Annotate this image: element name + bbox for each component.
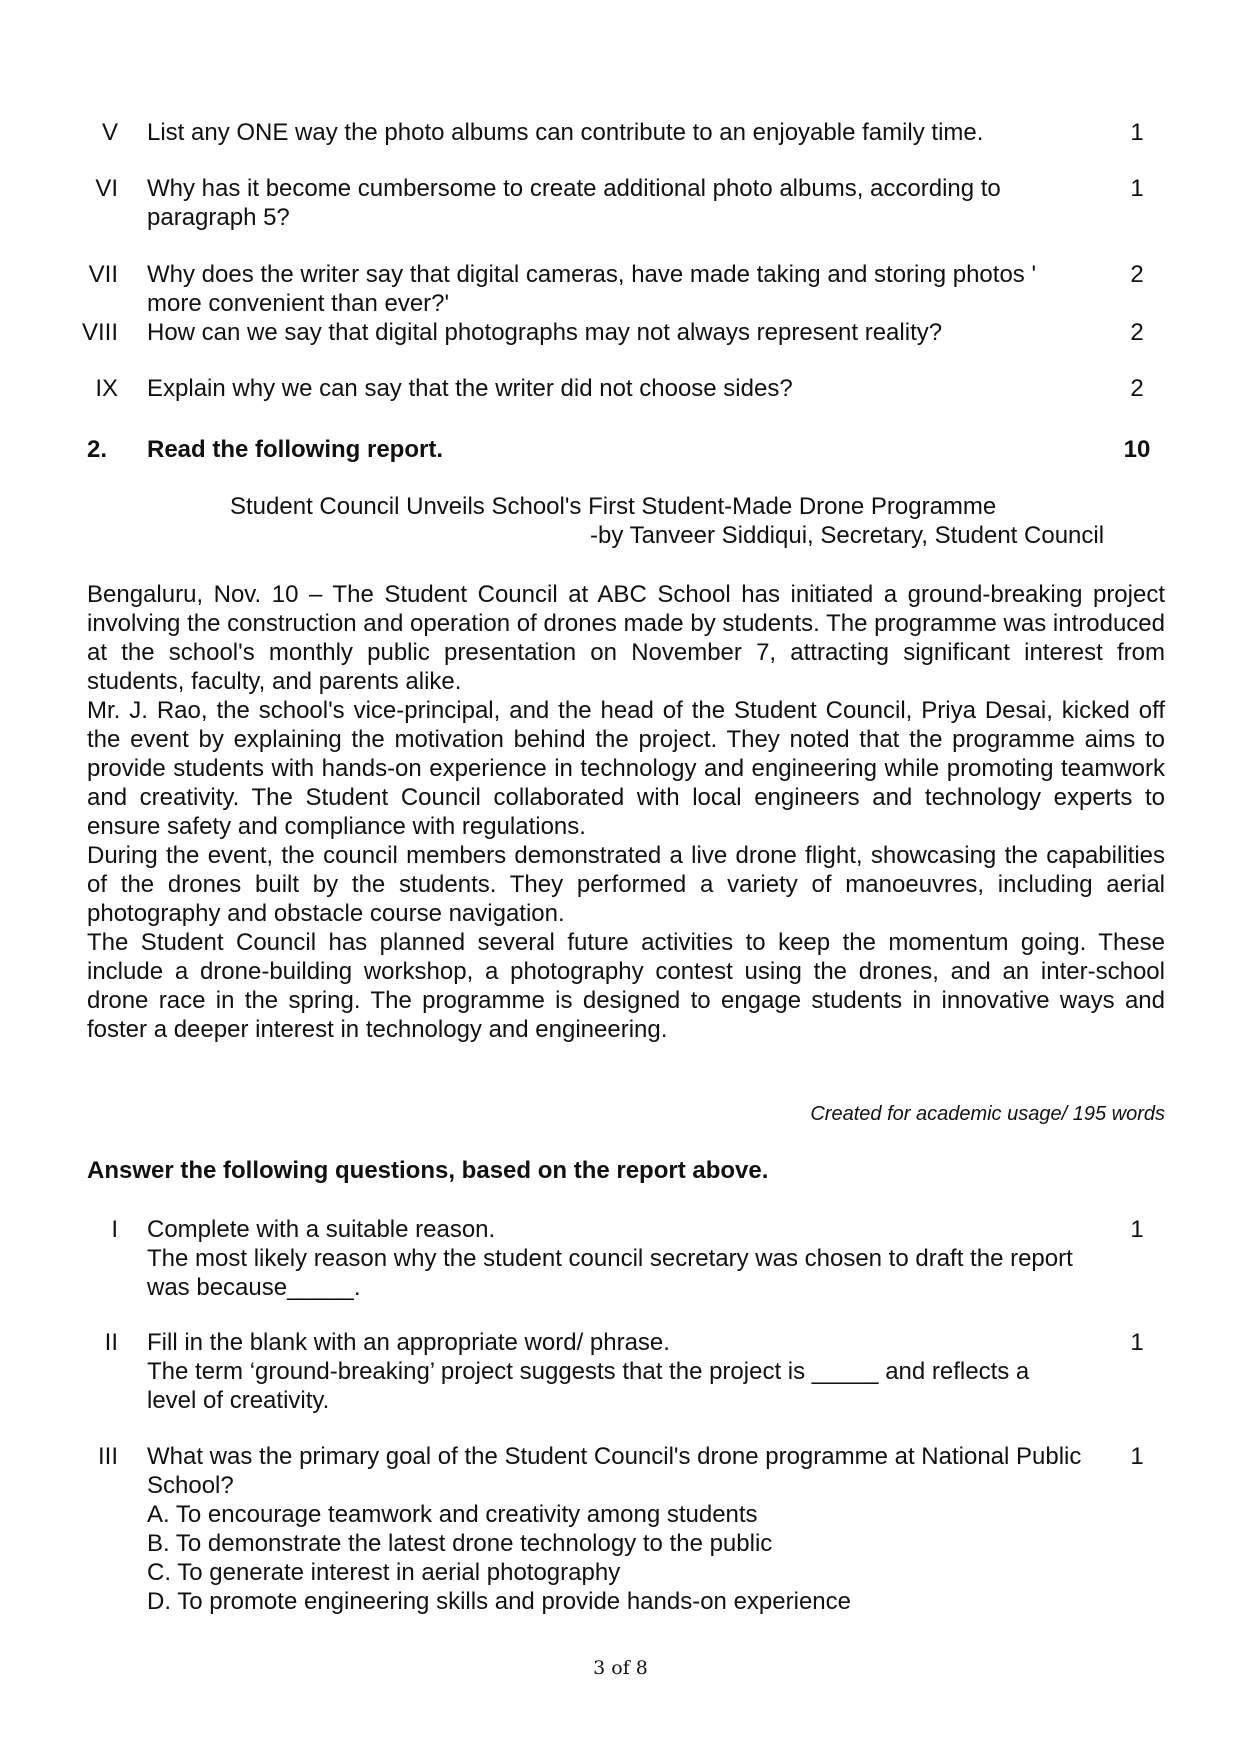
report-credit: Created for academic usage/ 195 words	[810, 1103, 1165, 1125]
option-b: B. To demonstrate the latest drone technology to the public	[147, 1530, 773, 1557]
report-paragraph: Bengaluru, Nov. 10 – The Student Council at ABC School has initiated a ground-breaking project involving the construction and operation of drones made by students. The programme was introduced at the school's monthly public presentation on November 7, attracting significant interest from students, faculty, and parents alike.	[87, 581, 1165, 695]
question-marks: 2	[1130, 261, 1144, 288]
question-text: List any ONE way the photo albums can contribute to an enjoyable family time.	[147, 119, 984, 146]
report-paragraph: During the event, the council members demonstrated a live drone flight, showcasing the capabilities of the drones built by the students. They performed a variety of manoeuvres, including aerial photography and obstacle course navigation.	[87, 842, 1165, 927]
report-paragraph: Mr. J. Rao, the school's vice-principal, and the head of the Student Council, Priya Desai, kicked off the event by explaining the motivation behind the project. They noted that the programme aims to provide students with hands-on experience in technology and engineering while promoting teamwork and creativity. The Student Council collaborated with local engineers and technology experts to ensure safety and compliance with regulations.	[87, 697, 1165, 840]
report-byline: -by Tanveer Siddiqui, Secretary, Student Council	[590, 522, 1105, 549]
section-number: 2.	[87, 436, 108, 463]
page-number: 3 of 8	[593, 1657, 648, 1679]
question-marks: 2	[1130, 375, 1144, 402]
question-number: VII	[88, 261, 118, 288]
question-text: Explain why we can say that the writer did not choose sides?	[147, 375, 793, 402]
question-marks: 1	[1130, 175, 1144, 202]
question-marks: 1	[1130, 1329, 1144, 1356]
question-number: III	[97, 1443, 118, 1470]
question-marks: 1	[1130, 1443, 1144, 1470]
question-line: The term ‘ground-breaking’ project suggests that the project is _____ and reflects a level of creativity.	[147, 1358, 1030, 1414]
question-number: VIII	[81, 319, 118, 346]
option-d: D. To promote engineering skills and provide hands-on experience	[147, 1588, 851, 1615]
section-title: Read the following report.	[147, 436, 444, 463]
report-paragraph: The Student Council has planned several future activities to keep the momentum going. These include a drone-building workshop, a photography contest using the drones, and an inter-school drone race in the spring. The programme is designed to engage students in innovative ways and foster a deeper interest in technology and engineering.	[87, 929, 1165, 1043]
question-text: Why does the writer say that digital cameras, have made taking and storing photos ' more convenient than ever?'	[147, 261, 1037, 317]
option-c: C. To generate interest in aerial photography	[147, 1559, 621, 1586]
question-text: Why has it become cumbersome to create additional photo albums, according to paragraph 5?	[147, 175, 1001, 231]
question-marks: 1	[1130, 119, 1144, 146]
question-text	[147, 1215, 1082, 1302]
question-line: The most likely reason why the student council secretary was chosen to draft the report was because_____.	[147, 1245, 1073, 1301]
question-text	[147, 1442, 1082, 1616]
question-number: I	[111, 1216, 118, 1243]
question-line: Fill in the blank with an appropriate word/ phrase.	[147, 1329, 670, 1356]
question-line: What was the primary goal of the Student Council's drone programme at National Public School?	[147, 1443, 1082, 1499]
section-marks: 10	[1123, 436, 1151, 463]
question-number: II	[104, 1329, 118, 1356]
question-line: Complete with a suitable reason.	[147, 1216, 496, 1243]
report-headline: Student Council Unveils School's First Student-Made Drone Programme	[230, 493, 997, 520]
report-body	[87, 580, 1165, 1044]
question-number: IX	[95, 375, 118, 402]
question-text	[147, 1328, 1082, 1415]
answer-heading: Answer the following questions, based on the report above.	[87, 1157, 769, 1184]
question-marks: 2	[1130, 319, 1144, 346]
question-number: VI	[95, 175, 118, 202]
question-text: How can we say that digital photographs may not always represent reality?	[147, 319, 943, 346]
question-marks: 1	[1130, 1216, 1144, 1243]
question-number: V	[101, 119, 118, 146]
option-a: A. To encourage teamwork and creativity among students	[147, 1501, 758, 1528]
